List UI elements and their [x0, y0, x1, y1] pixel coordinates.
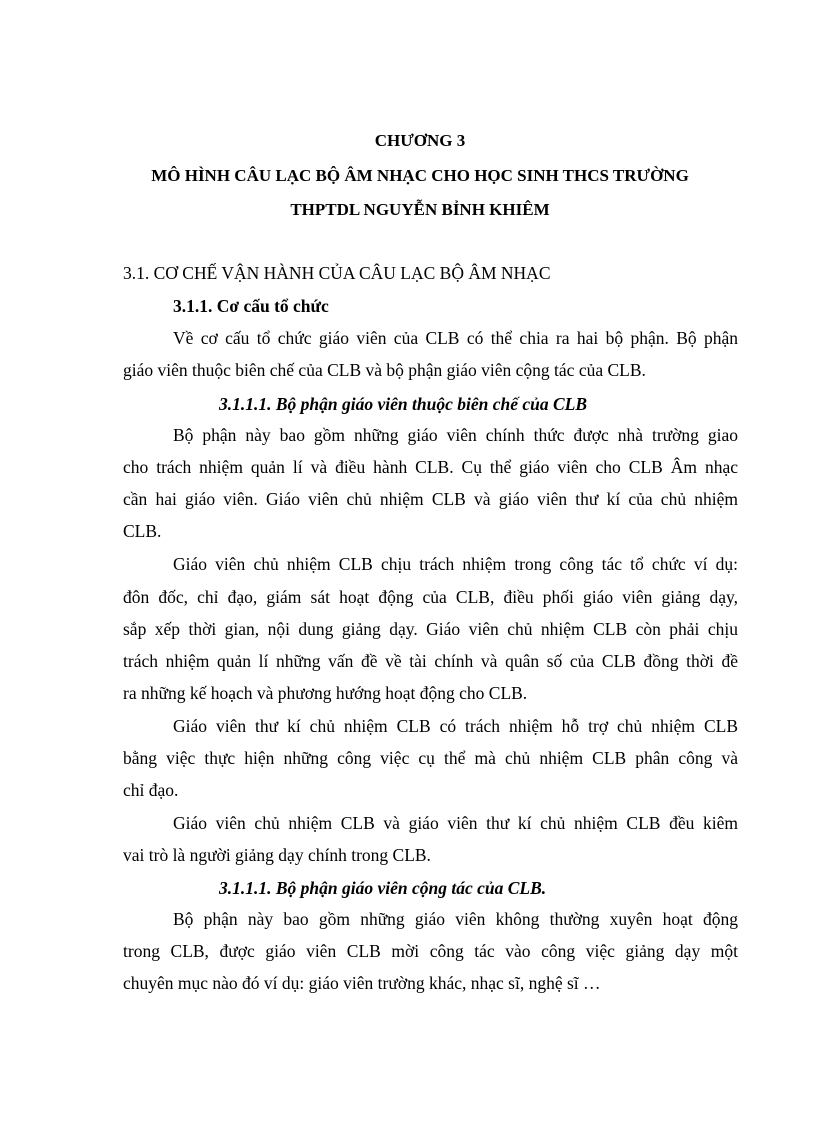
part1-p1-line-3: cần hai giáo viên. Giáo viên chủ nhiệm CLB và giáo viên thư kí của chủ nhiệm [123, 489, 738, 509]
part2-p1-line-3: chuyên mục nào đó ví dụ: giáo viên trường khác, nhạc sĩ, nghệ sĩ … [123, 973, 601, 993]
part1-p1-line-4: CLB. [123, 521, 162, 541]
part1-p2-line-4: trách nhiệm quản lí những vấn đề về tài chính và quân số của CLB đồng thời đề [123, 651, 738, 671]
part1-p4-line-1: Giáo viên chủ nhiệm CLB và giáo viên thư kí chủ nhiệm CLB đều kiêm [173, 813, 738, 833]
intro-line-2: giáo viên thuộc biên chế của CLB và bộ phận giáo viên cộng tác của CLB. [123, 360, 646, 380]
chapter-number: CHƯƠNG 3 [374, 131, 466, 150]
part2-p1-line-2: trong CLB, được giáo viên CLB mời công tác vào công việc giảng dạy một [123, 941, 738, 961]
part1-p3-line-2: bằng việc thực hiện những công việc cụ thể mà chủ nhiệm CLB phân công và [123, 748, 738, 768]
section-heading: 3.1. CƠ CHẾ VẬN HÀNH CỦA CÂU LẠC BỘ ÂM NHẠC [123, 263, 551, 283]
part1-p1-line-1: Bộ phận này bao gồm những giáo viên chính thức được nhà trường giao [173, 425, 738, 445]
part1-p4-line-2: vai trò là người giảng dạy chính trong CLB. [123, 845, 431, 865]
part1-p3-line-1: Giáo viên thư kí chủ nhiệm CLB có trách nhiệm hỗ trợ chủ nhiệm CLB [173, 716, 738, 736]
part1-p2-line-3: sắp xếp thời gian, nội dung giảng dạy. Giáo viên chủ nhiệm CLB còn phải chịu [123, 619, 738, 639]
intro-line-1: Về cơ cấu tổ chức giáo viên của CLB có thể chia ra hai bộ phận. Bộ phận [173, 328, 738, 348]
part1-p2-line-1: Giáo viên chủ nhiệm CLB chịu trách nhiệm trong công tác tổ chức ví dụ: [173, 554, 738, 574]
subsection-heading: 3.1.1. Cơ cấu tổ chức [173, 296, 329, 316]
part2-heading: 3.1.1.1. Bộ phận giáo viên cộng tác của CLB. [219, 878, 547, 898]
part1-p3-line-3: chỉ đạo. [123, 780, 179, 800]
chapter-title-line-1: MÔ HÌNH CÂU LẠC BỘ ÂM NHẠC CHO HỌC SINH THCS TRƯỜNG [151, 166, 689, 185]
part2-p1-line-1: Bộ phận này bao gồm những giáo viên không thường xuyên hoạt động [173, 909, 738, 929]
part1-p2-line-5: ra những kế hoạch và phương hướng hoạt động cho CLB. [123, 683, 528, 703]
part1-heading: 3.1.1.1. Bộ phận giáo viên thuộc biên chế của CLB [219, 394, 588, 414]
part1-p2-line-2: đôn đốc, chỉ đạo, giám sát hoạt động của CLB, điều phối giáo viên giảng dạy, [123, 587, 738, 607]
part1-p1-line-2: cho trách nhiệm quản lí và điều hành CLB. Cụ thể giáo viên cho CLB Âm nhạc [123, 457, 738, 477]
chapter-title-line-2: THPTDL NGUYỄN BỈNH KHIÊM [290, 200, 550, 219]
